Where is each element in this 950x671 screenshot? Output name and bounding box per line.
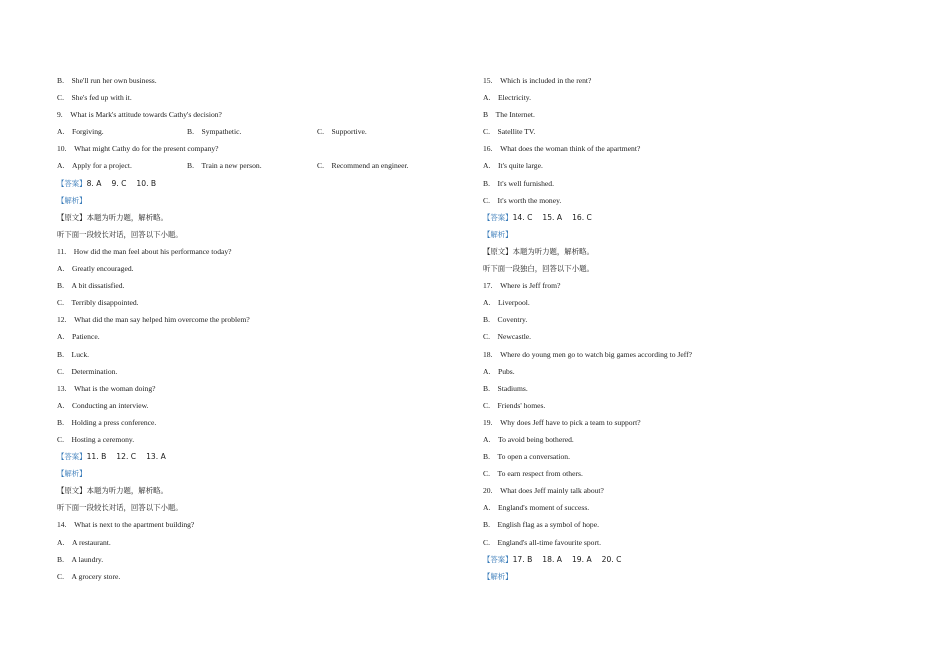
option-text: B. Holding a press conference. (57, 417, 157, 427)
option-line (57, 294, 467, 311)
note-line (57, 226, 467, 243)
analysis-line (57, 465, 467, 482)
answer-tag: 【答案】 (57, 178, 87, 188)
note-line (483, 260, 903, 277)
note-text: 【原文】本题为听力题，解析略。 (57, 212, 168, 222)
answer-tag: 【答案】 (483, 554, 513, 564)
option-text: A. Forgiving. (57, 127, 104, 137)
question-text: 15. Which is included in the rent? (483, 76, 592, 85)
question-text: 20. What does Jeff mainly talk about? (483, 486, 604, 496)
option-line (483, 106, 903, 123)
option-text: C. She's fed up with it. (57, 93, 132, 103)
option-text: B. Stadiums. (483, 383, 528, 393)
question-line (57, 380, 467, 397)
option-text: A. A restaurant. (57, 537, 111, 547)
note-text: 听下面一段独白，回答以下小题。 (483, 264, 594, 274)
question-line (483, 346, 903, 363)
option-line (483, 311, 903, 328)
answer-line (483, 551, 903, 568)
question-text: 11. How did the man feel about his performance today? (57, 246, 232, 256)
option-text: C. Hosting a ceremony. (57, 434, 135, 444)
answer-tag: 【答案】 (57, 452, 87, 462)
option-line (57, 551, 467, 568)
option-line (483, 363, 903, 380)
note-line (57, 209, 467, 226)
note-text: 听下面一段较长对话，回答以下小题。 (57, 229, 183, 239)
option-line (57, 260, 467, 277)
option-line (57, 72, 467, 89)
option-text: A. It's quite large. (483, 161, 543, 171)
option-line (57, 534, 467, 551)
option-text: A. Liverpool. (483, 298, 530, 308)
question-text: 13. What is the woman doing? (57, 383, 156, 393)
answer-line (57, 448, 467, 465)
option-text: B. It's well furnished. (483, 178, 554, 188)
option-line (483, 516, 903, 533)
option-text: B. Sympathetic. (187, 127, 242, 137)
option-text: A. Pubs. (483, 366, 515, 376)
option-line (57, 363, 467, 380)
option-text: C. Determination. (57, 366, 118, 376)
question-text: 10. What might Cathy do for the present company? (57, 144, 219, 154)
option-text: C. Satellite TV. (483, 127, 536, 137)
option-text: B. Coventry. (483, 315, 528, 325)
option-line (57, 277, 467, 294)
answer-values: 8. A 9. C 10. B (86, 178, 157, 188)
option-text: C. England's all-time favourite sport. (483, 537, 601, 547)
question-text: 18. Where do young men go to watch big games according to Jeff? (483, 349, 693, 359)
analysis-tag: 【解析】 (57, 469, 87, 479)
question-line (483, 482, 903, 499)
option-line (483, 431, 903, 448)
answer-tag: 【答案】 (483, 212, 513, 222)
analysis-tag: 【解析】 (483, 571, 513, 581)
option-line (483, 448, 903, 465)
option-line (483, 499, 903, 516)
note-text: 听下面一段较长对话，回答以下小题。 (57, 503, 183, 513)
question-text: 12. What did the man say helped him overcome the problem? (57, 315, 250, 325)
option-line (483, 294, 903, 311)
question-text: 17. Where is Jeff from? (483, 281, 561, 291)
option-text: B The Internet. (483, 110, 535, 120)
option-text: A. Patience. (57, 332, 100, 342)
option-text: B. A laundry. (57, 554, 104, 564)
option-text: A. Greatly encouraged. (57, 264, 134, 274)
option-line (483, 465, 903, 482)
option-text: B. To open a conversation. (483, 452, 570, 462)
option-line (57, 397, 467, 414)
question-line (57, 516, 467, 533)
question-line (483, 414, 903, 431)
analysis-tag: 【解析】 (57, 195, 87, 205)
answer-values: 17. B 18. A 19. A 20. C (512, 554, 622, 564)
option-text: A. Conducting an interview. (57, 400, 149, 410)
option-line (57, 414, 467, 431)
note-line (57, 482, 467, 499)
question-line (483, 140, 903, 157)
option-line (57, 568, 467, 585)
option-text: C. A grocery store. (57, 571, 121, 581)
left-column (57, 72, 467, 585)
option-line (483, 534, 903, 551)
question-line (57, 243, 467, 260)
option-line (483, 397, 903, 414)
analysis-line (57, 192, 467, 209)
option-text: C. To earn respect from others. (483, 469, 583, 479)
analysis-tag: 【解析】 (483, 229, 513, 239)
option-text: C. Friends' homes. (483, 400, 546, 410)
answer-values: 14. C 15. A 16. C (512, 212, 592, 222)
option-line (57, 89, 467, 106)
option-line (483, 157, 903, 174)
analysis-line (483, 226, 903, 243)
question-text: 16. What does the woman think of the apartment? (483, 144, 641, 154)
option-text: B. Luck. (57, 349, 90, 359)
option-text: C. Terribly disappointed. (57, 298, 139, 308)
note-line (57, 499, 467, 516)
option-line (483, 380, 903, 397)
option-text: B. She'll run her own business. (57, 76, 157, 85)
option-text: A. England's moment of success. (483, 503, 590, 513)
option-text: A. Apply for a project. (57, 161, 132, 171)
question-line (483, 277, 903, 294)
question-text: 9. What is Mark's attitude towards Cathy's decision? (57, 110, 222, 120)
options-row (57, 157, 467, 174)
right-column (483, 72, 903, 585)
option-text: C. Recommend an engineer. (317, 161, 409, 171)
answer-line (483, 209, 903, 226)
note-text: 【原文】本题为听力题，解析略。 (483, 246, 594, 256)
question-line (57, 311, 467, 328)
option-line (57, 328, 467, 345)
analysis-line (483, 568, 903, 585)
option-text: A. Electricity. (483, 93, 532, 103)
option-text: B. A bit dissatisfied. (57, 281, 125, 291)
question-text: 14. What is next to the apartment building? (57, 520, 195, 530)
option-line (483, 123, 903, 140)
question-text: 19. Why does Jeff have to pick a team to support? (483, 417, 641, 427)
option-line (483, 192, 903, 209)
option-line (483, 328, 903, 345)
question-line (483, 72, 903, 89)
question-line (57, 140, 467, 157)
option-text: C. Newcastle. (483, 332, 532, 342)
note-line (483, 243, 903, 260)
options-row (57, 123, 467, 140)
option-line (483, 89, 903, 106)
option-text: C. It's worth the money. (483, 195, 562, 205)
option-text: B. English flag as a symbol of hope. (483, 520, 600, 530)
option-text: A. To avoid being bothered. (483, 434, 574, 444)
option-text: B. Train a new person. (187, 161, 262, 171)
option-line (483, 175, 903, 192)
option-text: C. Supportive. (317, 127, 367, 137)
option-line (57, 431, 467, 448)
answer-values: 11. B 12. C 13. A (86, 452, 166, 462)
question-line (57, 106, 467, 123)
option-line (57, 346, 467, 363)
note-text: 【原文】本题为听力题，解析略。 (57, 486, 168, 496)
answer-line (57, 175, 467, 192)
